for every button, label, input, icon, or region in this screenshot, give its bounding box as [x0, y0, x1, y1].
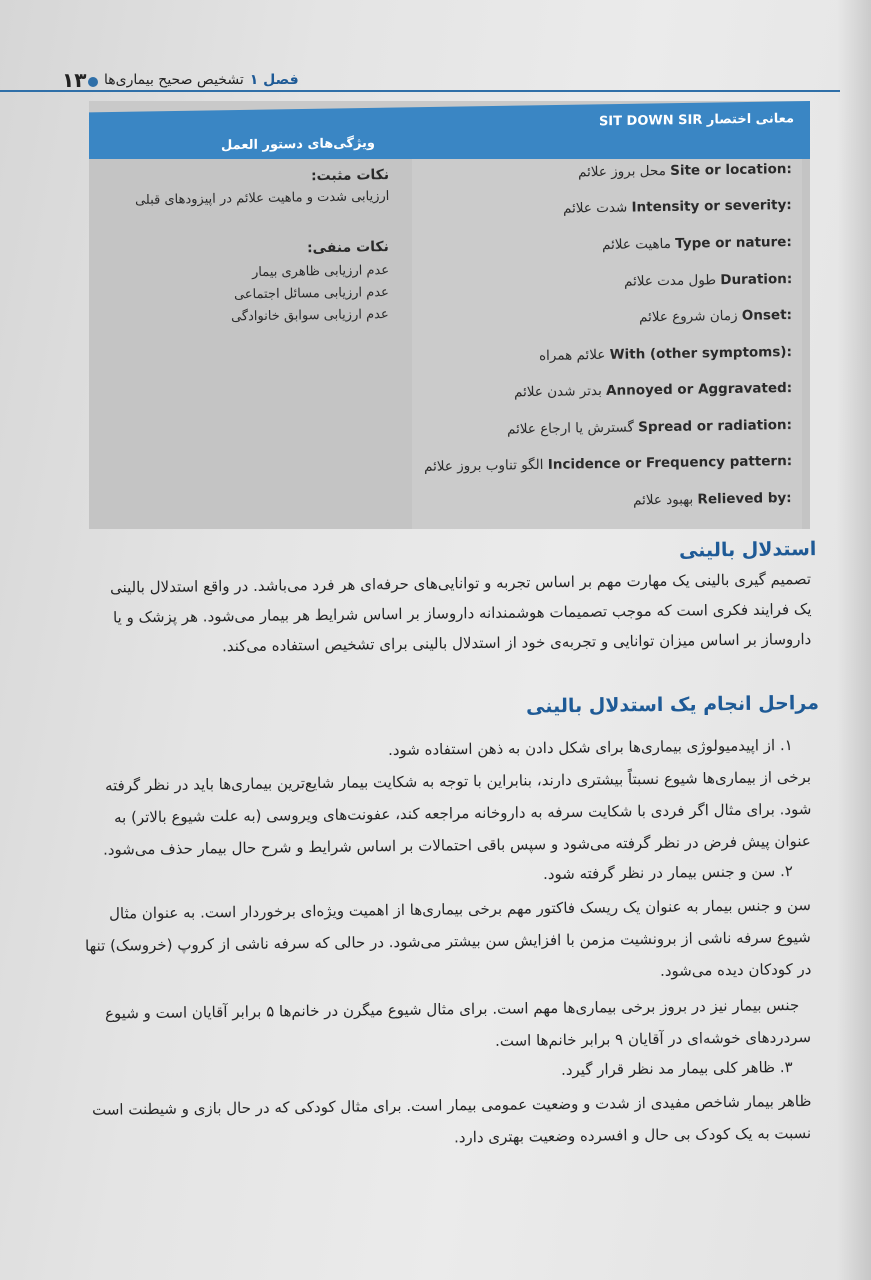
table-row — [539, 344, 792, 364]
paragraph-line: نسبت به یک کودک بی حال و افسرده وضعیت بهتری دارد. — [453, 1124, 812, 1147]
term-fa: محل بروز علائم — [578, 162, 667, 181]
abbreviation-column — [412, 159, 802, 529]
term-fa: طول مدت علائم — [623, 272, 716, 290]
term-fa: بهبود علائم — [633, 491, 694, 509]
term-fa: علائم همراه — [538, 346, 606, 364]
term-fa: گسترش یا ارجاع علائم — [506, 419, 635, 438]
paragraph-line: ظاهر بیمار شاخص مفیدی از شدت و وضعیت عمومی بیمار است. برای مثال کودکی که در حال بازی و شیطنت است — [91, 1092, 812, 1119]
page-header — [0, 66, 840, 100]
paragraph-line: تصمیم گیری بالینی یک مهارت مهم بر اساس تجربه و توانایی‌های حرفه‌ای هر فرد می‌باشد. در واقع استدلال بالینی — [109, 570, 812, 597]
page-fold-shadow — [837, 0, 871, 1280]
table-row — [602, 234, 792, 253]
sit-down-sir-table — [89, 101, 810, 529]
bullet-dot-icon — [88, 77, 98, 87]
header-rule — [0, 90, 840, 92]
paragraph-line: جنس بیمار نیز در بروز برخی بیماری‌ها مهم است. برای مثال شیوع میگرن در خانم‌ها ۵ برابر آقایان است و شیوع — [104, 996, 800, 1023]
chapter-heading — [104, 72, 299, 88]
negative-title: نکات منفی: — [307, 239, 390, 257]
negative-item: عدم ارزیابی مسائل اجتماعی — [234, 285, 390, 303]
positive-title: نکات مثبت: — [310, 167, 390, 185]
paragraph-line: شیوع سرفه ناشی از برونشیت مزمن با افزایش سن بیشتر می‌شود. در حالی که سرفه ناشی از کروپ (خروسک) تنها — [85, 928, 812, 955]
paragraph-line: سن و جنس بیمار به عنوان یک ریسک فاکتور مهم برخی بیماری‌ها از اهمیت ویژه‌ای برخوردار است. به عنوان مثال — [109, 896, 812, 923]
chapter-title: تشخیص صحیح بیماری‌ها — [104, 72, 244, 88]
negative-item: عدم ارزیابی ظاهری بیمار — [251, 263, 390, 281]
table-body — [89, 159, 810, 529]
table-row — [424, 453, 792, 475]
table-row — [633, 490, 792, 508]
term-fa: ماهیت علائم — [602, 235, 672, 253]
term-fa: بدتر شدن علائم — [513, 382, 602, 401]
table-row — [624, 271, 792, 290]
term-en: Onset: — [741, 307, 793, 324]
term-en: Spread or radiation: — [638, 417, 793, 436]
term-en: With (other symptoms): — [609, 344, 793, 363]
term-fa: شدت علائم — [563, 199, 628, 217]
term-en: Annoyed or Aggravated: — [605, 380, 793, 399]
table-row — [507, 417, 792, 437]
list-item: ۳. ظاهر کلی بیمار مد نظر قرار گیرد. — [561, 1058, 794, 1079]
table-row — [578, 161, 792, 180]
negative-item: عدم ارزیابی سوابق خانوادگی — [231, 307, 390, 325]
paragraph-line: عنوان پیش فرض در نظر گرفته می‌شود و سپس باقی احتمالات بر اساس شرایط و شرح حال بیمار حذف می‌شود. — [103, 832, 812, 859]
page-number: ۱۳ — [62, 68, 87, 92]
table-row — [514, 380, 792, 400]
chapter-label: فصل ۱ — [249, 72, 299, 88]
term-fa: زمان شروع علائم — [638, 307, 738, 326]
term-en: Site or location: — [670, 161, 793, 179]
term-en: Type or nature: — [675, 234, 793, 252]
paragraph-line: یک فرایند فکری است که موجب تصمیمات هوشمندانه داروساز بر اساس شرایط هر بیمار می‌شود. هر پزشک و یا — [112, 600, 812, 627]
section-title-clinical-reasoning: استدلال بالینی — [678, 538, 817, 562]
paragraph-line: سردردهای خوشه‌ای در آقایان ۹ برابر خانم‌ها است. — [494, 1028, 812, 1050]
paragraph-line: داروساز بر اساس میزان توانایی و تجربه‌ی خود از استدلال بالینی برای تشخیص استفاده می‌کند. — [221, 630, 812, 656]
paragraph-line: در کودکان دیده می‌شود. — [659, 960, 812, 980]
paragraph-line: برخی از بیماری‌ها شیوع نسبتاً بیشتری دارند، بنابراین با توجه به شکایت بیمار شایع‌ترین بیماری‌ها باید در نظر گرفته — [104, 768, 812, 795]
table-header-features: ویژگی‌های دستور العمل — [221, 135, 376, 154]
term-en: Intensity or severity: — [631, 197, 793, 216]
table-header-abbreviation: معانی اختصار SIT DOWN SIR — [598, 111, 794, 130]
term-fa: الگو تناوب بروز علائم — [423, 456, 544, 475]
term-en: Incidence or Frequency pattern: — [547, 453, 793, 473]
list-item: ۲. سن و جنس بیمار در نظر گرفته شود. — [542, 862, 794, 884]
list-item: ۱. از اپیدمیولوژی بیماری‌ها برای شکل دادن به ذهن استفاده شود. — [388, 736, 794, 759]
section-title-steps: مراحل انجام یک استدلال بالینی — [525, 692, 820, 718]
features-column — [89, 159, 399, 529]
table-row — [563, 197, 792, 217]
paragraph-line: شود. برای مثال اگر فردی با شکایت سرفه به داروخانه مراجعه کند، عفونت‌های ویروسی (به علت شیوع بالاتر) به — [113, 800, 812, 827]
term-en: Relieved by: — [697, 490, 793, 508]
positive-item: ارزیابی شدت و ماهیت علائم در اپیزودهای قبلی — [134, 189, 390, 208]
table-row — [639, 307, 792, 325]
term-en: Duration: — [719, 271, 793, 289]
